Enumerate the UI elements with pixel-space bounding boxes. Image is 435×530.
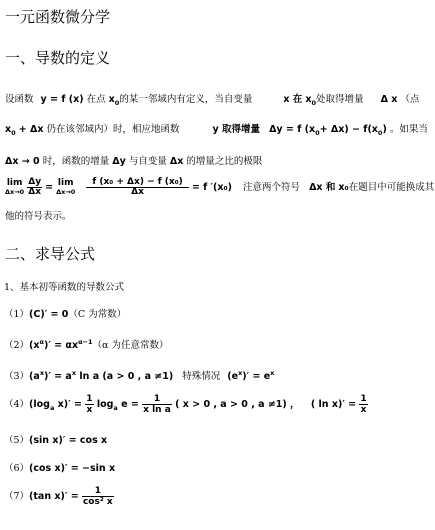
formula: (tan x)′ = $\frac{1}{\text{cos² x}}$: [29, 486, 113, 507]
formula-item-7: [4, 486, 114, 507]
math: x₀: [338, 182, 349, 193]
item-number: （5）: [4, 435, 30, 446]
text: （点: [400, 94, 420, 105]
note: （α 为任意常数）: [92, 340, 169, 351]
formula: (sin x)′ = cos x: [29, 435, 108, 446]
math: Δy = f $(x_0+ \Delta x) - f(x_0)$: [269, 124, 387, 137]
text: 在题目中可能换成其: [348, 182, 435, 193]
item-number: （2）: [4, 340, 30, 351]
limit-symbol: lim Δx→0: [5, 178, 25, 196]
math: Δx 和: [309, 182, 336, 193]
formula: (cos x)′ = −sin x: [29, 463, 116, 474]
text: 在点: [86, 94, 106, 105]
formula-item-3: [4, 368, 274, 382]
math: $x_0$: [108, 94, 120, 107]
formula-special-case: $(e^x)' = e^x$: [227, 368, 275, 382]
formula: ($\log_a$ x)′ = $\frac{1}{x}$ $\log_a e$ = $\frac{1}{\text{x ln a}}$ ( x > 0 , a > 0 , a ≠1) ，: [29, 394, 300, 415]
subsection-basic-formulas: 1、基本初等函数的导数公式: [4, 282, 125, 293]
fraction-dy-dx: $\frac{\Delta y}{\Delta x}$: [28, 177, 42, 197]
limit-definition-formula: [5, 178, 434, 197]
equals: =: [45, 182, 54, 193]
item-number: （3）: [4, 371, 30, 382]
math: Δ x: [380, 94, 398, 105]
document-title: 一元函数微分学: [5, 8, 111, 26]
math: x 在: [283, 94, 303, 105]
note: （C 为常数）: [68, 309, 127, 320]
math: y = f (x): [40, 94, 84, 105]
definition-line-5: 他的符号表示。: [5, 211, 72, 222]
item-number: （7）: [4, 491, 30, 502]
formula: $(x^\alpha)' = \alpha x^{\alpha-1}$: [29, 337, 93, 351]
section-heading-derivative-definition: 一、导数的定义: [5, 49, 111, 67]
text: 的某一邻域内有定义，当自变量: [119, 94, 253, 105]
formula-ln: ( ln x)′ = $\frac{1}{x}$: [310, 394, 367, 415]
formula-item-2: [4, 337, 168, 351]
math: $x_0$: [305, 94, 317, 107]
limit-symbol: lim Δx→0: [56, 178, 76, 196]
formula-item-4: [4, 394, 368, 415]
text: 处取得增量: [316, 94, 364, 105]
formula: $(a^x)' = a^x$ ln a (a > 0 , a ≠1): [29, 368, 174, 382]
math: Δx → 0: [5, 156, 40, 167]
section-heading-derivative-formulas: 二、求导公式: [5, 245, 96, 263]
item-number: （4）: [4, 399, 30, 410]
definition-line-1: [5, 95, 419, 106]
text: 的增量之比的极限: [186, 156, 263, 167]
text: 仍在该邻域内）时，相应地函数: [46, 124, 180, 135]
formula-item-5: [4, 432, 107, 446]
math: y 取得增量: [212, 124, 261, 135]
math: $x_0$: [5, 124, 16, 137]
definition-line-3: [5, 157, 262, 167]
text: 设函数: [5, 94, 34, 105]
fraction-difference-quotient: $\frac{\text{f (x₀ + Δx) − f (x₀)}}{\Delta x}$: [86, 178, 188, 197]
note: 特殊情况: [182, 371, 221, 382]
derivative-result: = f ′(x₀): [191, 182, 232, 193]
formula-item-1: [4, 306, 126, 320]
formula: (C)′ = 0: [29, 309, 69, 320]
math: + Δx: [18, 124, 44, 135]
text: 注意两个符号: [243, 182, 301, 193]
item-number: （6）: [4, 463, 30, 474]
text: 。如果当: [389, 124, 428, 135]
definition-line-2: [5, 125, 428, 136]
item-number: （1）: [4, 309, 30, 320]
formula-item-6: [4, 460, 115, 474]
text: 与自变量: [128, 156, 167, 167]
math: Δy: [112, 156, 126, 167]
math: Δx: [169, 156, 184, 167]
text: 时，函数的增量: [42, 156, 110, 167]
